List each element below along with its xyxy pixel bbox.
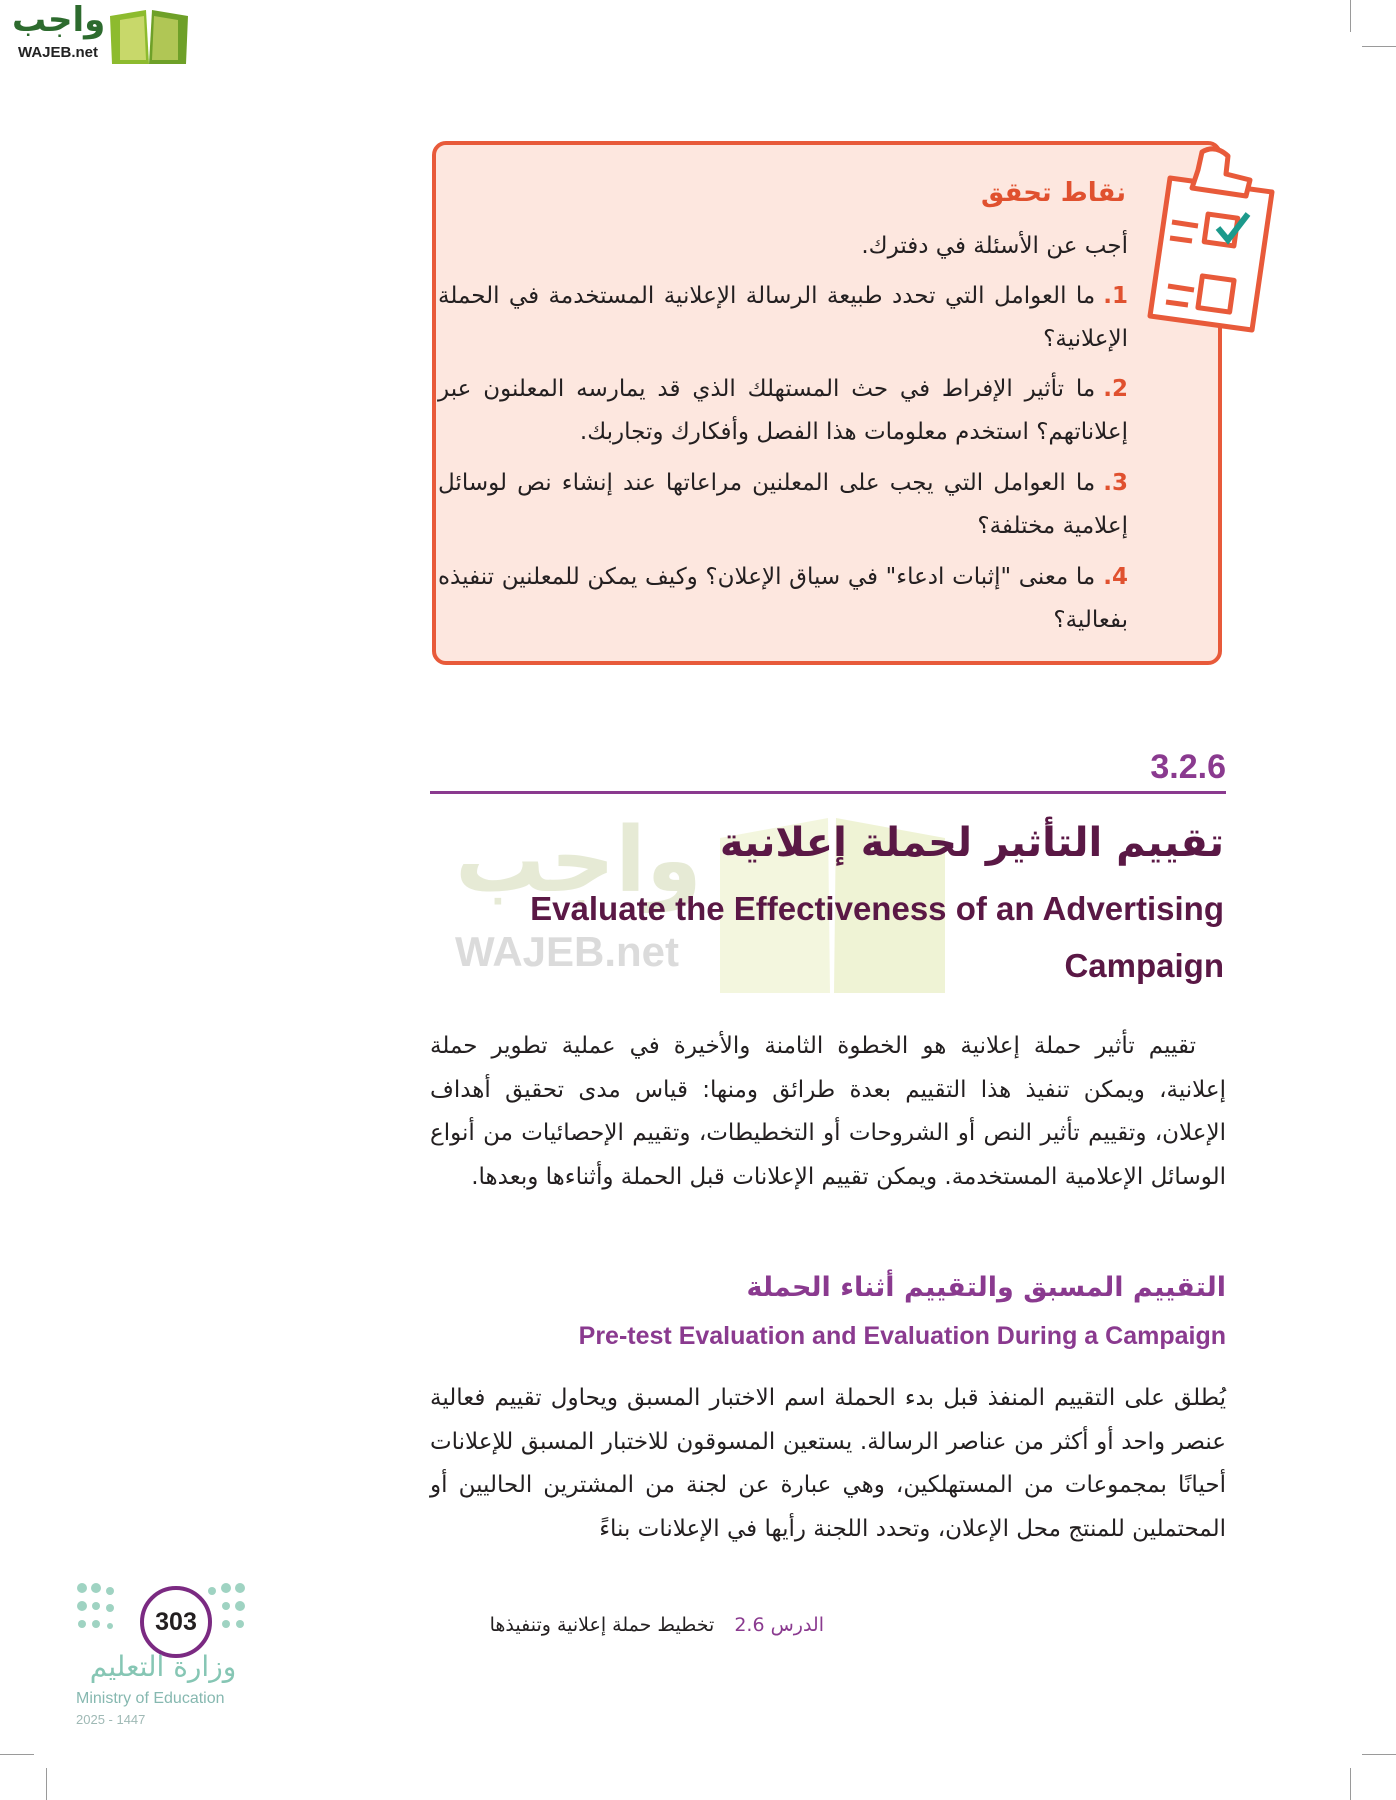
watermark-latin: WAJEB.net [455,928,680,975]
question-number: 4. [1103,564,1128,590]
crop-mark [0,1754,34,1755]
question-item [438,556,1128,642]
wajeb-logo[interactable] [6,0,192,68]
ministry-logo [74,1578,254,1733]
body-paragraph: تقييم تأثير حملة إعلانية هو الخطوة الثامنة والأخيرة في عملية تطوير حملة إعلانية، ويمكن تنفيذ هذا التقييم بعدة طرائق ومنها: قياس مدى تحقيق أهداف الإعلان، وتقييم تأثير النص أو الشروحات أو التخطيطات، وتقييم الإحصائيات من أنواع الوسائل الإعلامية المستخدمة. ويمكن تقييم الإعلانات قبل الحملة وأثناءها وبعدها. [430,1033,1226,1190]
question-text: ما تأثير الإفراط في حث المستهلك الذي قد يمارسه المعلنون عبر إعلاناتهم؟ استخدم معلومات هذا الفصل وأفكارك وتجاربك. [438,376,1128,445]
logo-arabic: واجب [12,0,106,40]
question-item [438,368,1128,454]
question-number: 3. [1103,470,1128,496]
question-item [438,462,1128,548]
crop-mark [1362,1754,1396,1755]
question-text: ما العوامل التي تحدد طبيعة الرسالة الإعلانية المستخدمة في الحملة الإعلانية؟ [438,283,1128,352]
section-title-arabic: تقييم التأثير لحملة إعلانية [719,820,1224,866]
body-paragraph: يُطلق على التقييم المنفذ قبل بدء الحملة اسم الاختبار المسبق ويحاول تقييم فعالية عنصر واحد أو أكثر من عناصر الرسالة. يستعين المسوقون للاختبار المسبق للإعلانات أحيانًا بمجموعات من المستهلكين، وهي عبارة عن لجنة من المشترين الحاليين أو المحتملين للمنتج محل الإعلان، وتحدد اللجنة رأيها في الإعلانات بناءً [430,1385,1226,1542]
crop-mark [1350,0,1351,32]
question-text: ما العوامل التي يجب على المعلنين مراعاتها عند إنشاء نص لوسائل إعلامية مختلفة؟ [438,470,1128,539]
subheading-arabic: التقييم المسبق والتقييم أثناء الحملة [746,1272,1226,1303]
question-number: 2. [1103,376,1128,402]
logo-latin: WAJEB.net [18,44,99,61]
book-icon [106,6,192,68]
ministry-year: 2025 - 1447 [76,1712,146,1727]
ministry-name-arabic: وزارة التعليم [89,1650,237,1683]
question-item [438,275,1128,361]
lesson-label: الدرس 2.6 [734,1614,824,1636]
clipboard-checklist-icon [1140,140,1280,336]
question-text: ما معنى "إثبات ادعاء" في سياق الإعلان؟ وكيف يمكن للمعلنين تنفيذه بفعالية؟ [438,564,1128,633]
watermark-arabic: واجب [455,808,702,913]
lesson-title: تخطيط حملة إعلانية وتنفيذها [489,1614,715,1636]
crop-mark [1362,46,1396,47]
section-divider [430,791,1226,794]
question-number: 1. [1103,283,1128,309]
section-title-english: Evaluate the Effectiveness of an Advertising Campaign [530,890,1224,984]
crop-mark [1350,1768,1351,1800]
checkpoints-title: نقاط تحقق [981,178,1126,208]
lesson-footer [490,1614,824,1636]
checkpoints-intro: أجب عن الأسئلة في دفترك. [861,233,1128,259]
ministry-name-english: Ministry of Education [76,1690,225,1707]
subheading-english: Pre-test Evaluation and Evaluation During a Campaign [578,1322,1226,1350]
page-number: 303 [140,1586,212,1658]
section-number: 3.2.6 [1150,748,1226,786]
crop-mark [46,1768,47,1800]
